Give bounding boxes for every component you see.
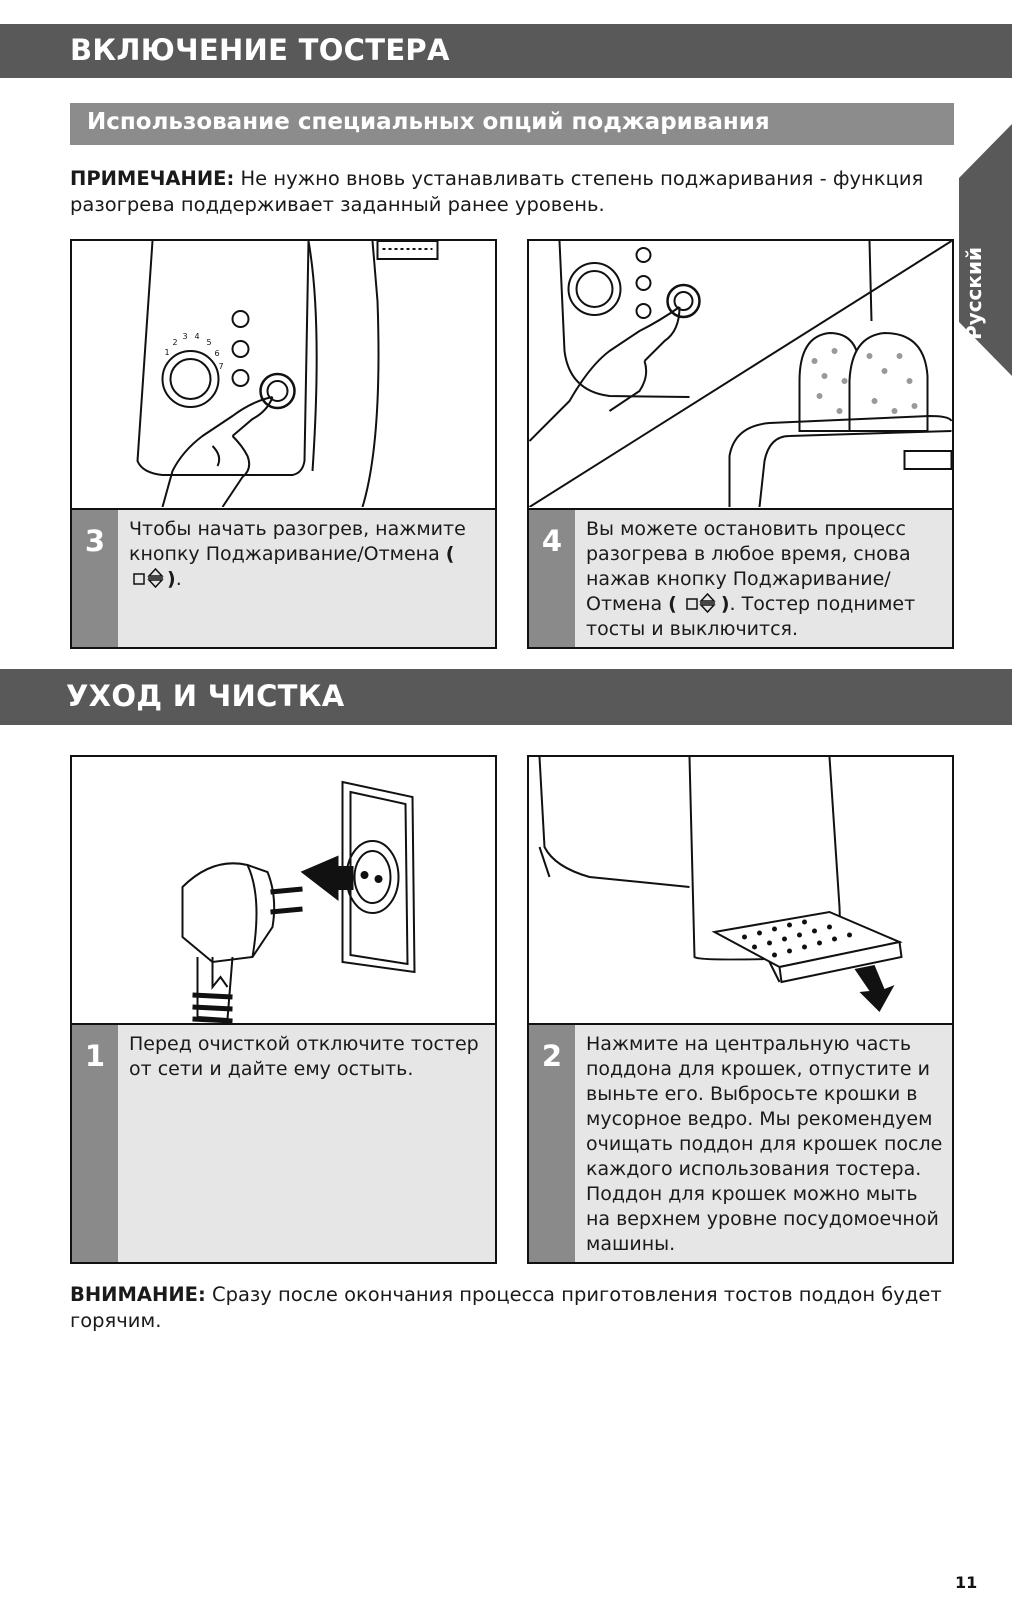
toaster-reheat-illustration <box>72 241 495 507</box>
step-panel-4 <box>527 239 954 649</box>
step-number: 1 <box>72 1025 118 1262</box>
note-text: Не нужно вновь устанавливать степень поджаривания - функция разогрева поддерживает заданный ранее уровень. <box>70 167 924 216</box>
toast-cancel-icon <box>679 592 719 614</box>
step-number: 4 <box>529 510 575 647</box>
step-text-part: Чтобы начать разогрев, нажмите кнопку Поджаривание/Отмена <box>129 518 466 565</box>
step-number: 2 <box>529 1025 575 1262</box>
step-panel-1 <box>70 755 497 1264</box>
step-panel-2 <box>527 755 954 1264</box>
warning-text: Сразу после окончания процесса приготовления тостов поддон будет горячим. <box>70 1283 942 1332</box>
paren-close: ) <box>167 568 176 590</box>
section-title: ВКЛЮЧЕНИЕ ТОСТЕРА <box>70 33 450 67</box>
warning-paragraph <box>70 1282 950 1334</box>
toaster-stop-illustration <box>529 241 952 507</box>
page-number: 11 <box>955 1573 978 1592</box>
step-caption <box>529 508 952 647</box>
svg-text:4: 4 <box>194 332 200 341</box>
step-caption <box>529 1023 952 1262</box>
svg-text:5: 5 <box>206 338 212 347</box>
section-title: УХОД И ЧИСТКА <box>66 679 345 713</box>
step-caption <box>72 1023 495 1262</box>
plug-socket-illustration <box>72 757 495 1023</box>
step-caption <box>72 508 495 647</box>
language-tab-label: Русский <box>962 246 986 340</box>
section-header-toaster-operation <box>0 24 1012 78</box>
svg-text:1: 1 <box>164 348 170 357</box>
language-tab <box>959 124 1012 376</box>
crumb-tray-illustration <box>529 757 952 1023</box>
warning-label: ВНИМАНИЕ: <box>70 1283 206 1306</box>
step-text: Нажмите на центральную часть поддона для крошек, отпустите и выньте его. Выбросьте крошки в мусорное ведро. Мы рекомендуем очищать поддон для крошек после каждого использования тостера. Поддон для крошек можно мыть на верхнем уровне посудомоечной машины. <box>586 1033 943 1255</box>
note-label: ПРИМЕЧАНИЕ: <box>70 167 235 190</box>
svg-text:7: 7 <box>218 362 224 371</box>
paren-open: ( <box>668 593 677 615</box>
step-text <box>586 517 944 642</box>
paren-close: ) <box>720 593 730 615</box>
toast-cancel-icon <box>131 567 165 589</box>
subsection-header <box>70 103 954 145</box>
step-panel-3 <box>70 239 497 649</box>
svg-text:3: 3 <box>182 332 188 341</box>
step-text-part: . Тостер поднимет тосты и выключится. <box>586 593 916 640</box>
svg-text:6: 6 <box>214 349 220 358</box>
step-number: 3 <box>72 510 118 647</box>
section-header-care-cleaning <box>0 669 1012 725</box>
step-text <box>129 517 487 592</box>
subsection-title: Использование специальных опций поджаривания <box>87 109 770 135</box>
step-text-part: . <box>175 568 182 590</box>
svg-text:2: 2 <box>172 338 178 347</box>
note-paragraph <box>70 166 950 218</box>
step-text: Перед очисткой отключите тостер от сети и дайте ему остыть. <box>129 1033 479 1080</box>
step-text-part: Вы можете остановить процесс разогрева в любое время, снова нажав кнопку Поджаривание/ Отмена <box>586 518 911 615</box>
paren-open: ( <box>445 543 455 565</box>
